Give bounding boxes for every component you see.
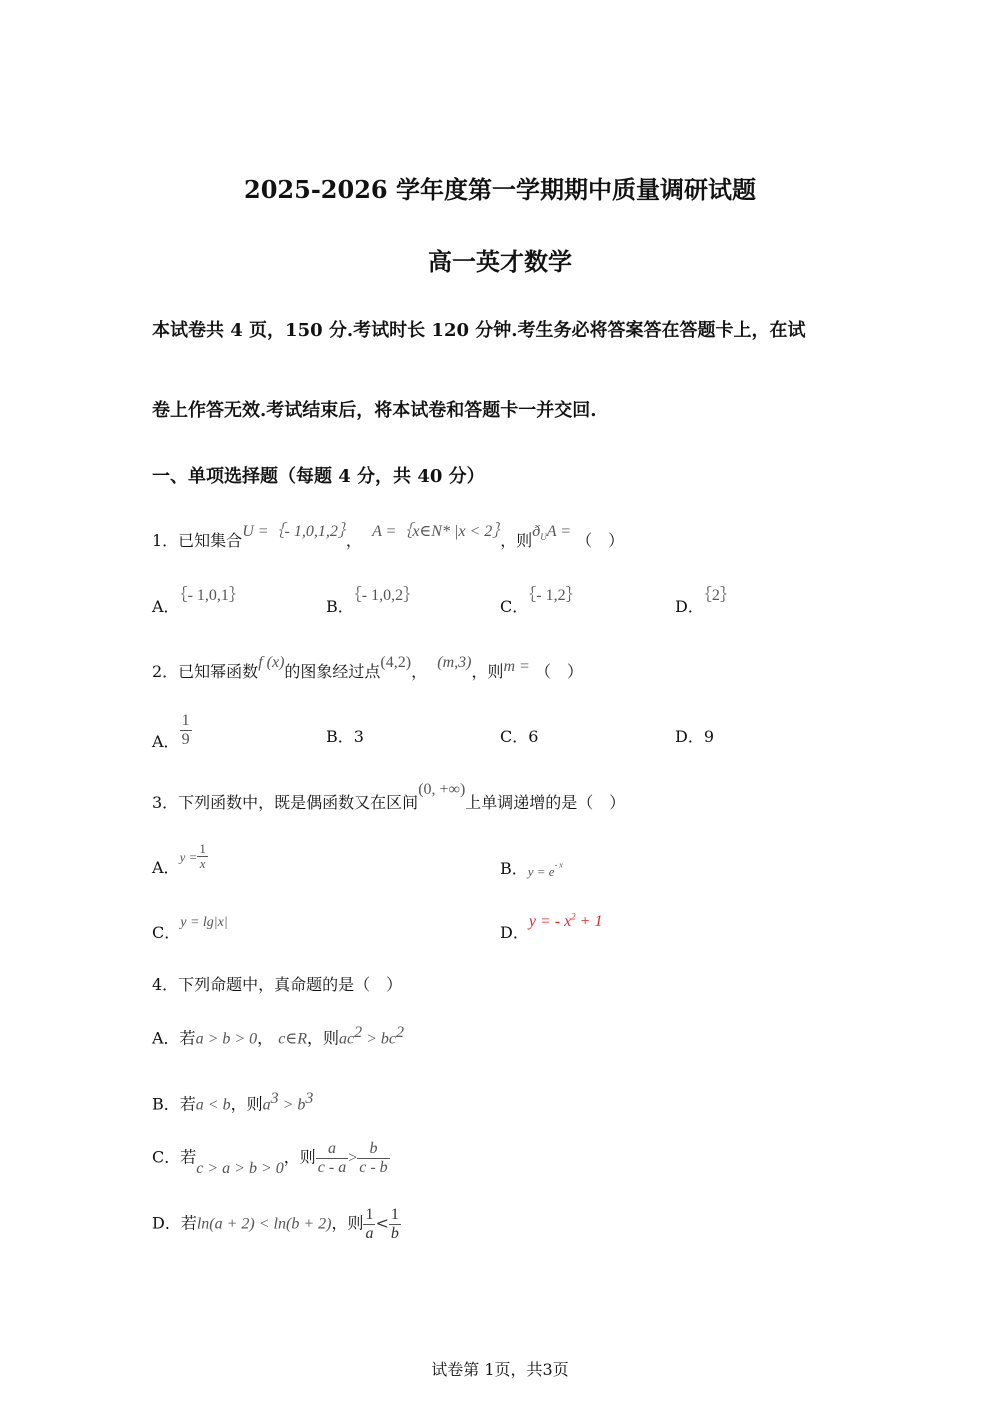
q4-option-b-cond: a < b	[195, 1096, 231, 1114]
q1-complement-tail: A =	[546, 523, 572, 540]
q2-sep: ，	[411, 662, 428, 681]
q4-option-a-then: ，则	[306, 1028, 339, 1048]
q2-option-d: D．9	[675, 727, 715, 746]
q1-option-d-value: ｛2｝	[703, 587, 736, 604]
q3-option-b-value: y = e	[527, 864, 555, 879]
q1-option-b-label: B．	[326, 597, 354, 616]
q4-option-d-num-2: 1	[390, 1206, 399, 1223]
q3-option-d-part-a: y = - x	[528, 913, 572, 930]
q1-paren: （ ）	[576, 531, 625, 550]
q1-sep2: ，则	[500, 531, 533, 550]
q4-option-c-gt: >	[348, 1149, 358, 1167]
q3-option-d-label: D．	[500, 923, 529, 942]
q1-option-b	[326, 587, 420, 617]
q3-option-d-sup: 2	[571, 911, 576, 922]
q4-option-a-label: A．若	[152, 1028, 196, 1048]
q2-option-a-denominator: 9	[181, 730, 190, 748]
q4-option-c-label: C．若	[152, 1147, 197, 1167]
q1-option-a-label: A．	[152, 597, 180, 616]
q2-paren: （ ）	[534, 662, 583, 681]
q4-option-a-result-a: ac	[339, 1030, 355, 1048]
q3-option-a-numerator: 1	[199, 841, 206, 856]
q4-option-c-then: ，则	[283, 1147, 316, 1167]
q3-tail: 上单调递增的是（ ）	[465, 793, 626, 812]
q1-sep1: ，	[345, 531, 362, 550]
q1-option-d-label: D．	[675, 597, 704, 616]
q2-option-a-label: A．	[152, 731, 180, 751]
q4-option-a-sep: ，	[257, 1028, 274, 1048]
q1-complement	[532, 523, 572, 543]
q1-complement-sub: U	[540, 532, 547, 543]
q4-option-d-then: ，则	[331, 1213, 364, 1233]
q4-option-b-sup-2: 3	[305, 1090, 314, 1107]
q4-option-c-num-2: b	[357, 1140, 389, 1159]
q3-option-c-label: C．	[152, 923, 181, 942]
q4-option-b-sup-1: 3	[270, 1090, 279, 1107]
q1-option-a-value: ｛- 1,0,1｝	[179, 587, 245, 604]
q2-point-2: (m,3)	[437, 654, 472, 671]
q4-option-b-then: ，则	[230, 1094, 263, 1114]
q3-option-d-part-b: + 1	[575, 913, 603, 930]
q4-option-d-lt: <	[375, 1213, 389, 1233]
question-1-stem	[152, 523, 625, 552]
q1-option-b-value: ｛- 1,0,2｝	[353, 587, 420, 604]
q4-option-a-sup-2: 2	[396, 1024, 405, 1041]
q1-option-c-label: C．	[500, 597, 529, 616]
q2-option-a-numerator: 1	[181, 712, 190, 729]
exam-subtitle: 高一英才数学	[428, 247, 572, 276]
q2-option-a-fraction	[180, 712, 192, 748]
q1-prefix: 1．已知集合	[152, 531, 243, 550]
q1-set-u: U =｛- 1,0,1,2｝	[242, 523, 346, 540]
q4-option-b-label: B．若	[152, 1094, 196, 1114]
q3-option-d-value	[529, 913, 603, 930]
q2-mid: 的图象经过点	[284, 662, 381, 681]
q4-option-d-frac-2	[389, 1206, 401, 1242]
q3-option-b-sup: - x	[554, 860, 563, 870]
q1-option-a	[152, 587, 245, 617]
q2-tail: ，则	[471, 662, 504, 681]
q4-option-c-num-1: a	[316, 1140, 348, 1159]
q3-option-a	[152, 841, 208, 878]
q2-var: m =	[503, 658, 530, 675]
q4-option-a-result-b: > bc	[362, 1030, 397, 1048]
q3-option-a-lhs: y =	[179, 849, 198, 865]
q3-prefix: 3．下列函数中，既是偶函数又在区间	[152, 793, 419, 812]
q4-option-d-den-1: a	[365, 1224, 374, 1242]
q1-complement-symbol: ð	[532, 523, 541, 540]
exam-title: 2025-2026 学年度第一学期期中质量调研试题	[244, 175, 756, 204]
q3-option-b	[500, 856, 563, 879]
q1-option-c	[500, 587, 582, 617]
q4-option-d-cond: ln(a + 2) < ln(b + 2)	[196, 1215, 332, 1233]
q3-option-a-denominator: x	[199, 856, 206, 872]
q4-option-a-cond2: c∈R	[278, 1030, 307, 1048]
q3-option-a-label: A．	[152, 858, 180, 878]
instructions-line-1: 本试卷共 4 页，150 分.考试时长 120 分钟.考生务必将答案答在答题卡上，在试	[152, 320, 806, 341]
instructions-line-2: 卷上作答无效.考试结束后，将本试卷和答题卡一并交回.	[152, 400, 597, 421]
q4-option-d-frac-1	[363, 1206, 375, 1242]
q4-option-c	[152, 1140, 390, 1176]
q4-option-c-frac-1	[316, 1140, 348, 1176]
q2-option-b: B．3	[326, 727, 364, 746]
q1-option-d	[675, 587, 736, 617]
q4-option-d-num-1: 1	[365, 1206, 374, 1223]
q2-function: f (x)	[258, 654, 285, 671]
q4-option-b-result-b: > b	[278, 1096, 306, 1114]
q2-point-1: (4,2)	[380, 654, 412, 671]
q4-option-d-den-2: b	[390, 1224, 399, 1242]
section-heading: 一、单项选择题（每题 4 分，共 40 分）	[152, 466, 485, 487]
q3-option-c-value: y = lg|x|	[180, 915, 228, 930]
q3-option-a-fraction	[197, 842, 208, 872]
q2-option-c: C．6	[500, 727, 539, 746]
q4-option-c-den-2: c - b	[359, 1158, 388, 1176]
q3-option-b-label: B．	[500, 859, 528, 878]
q1-option-c-value: ｛- 1,2｝	[528, 587, 582, 604]
q3-option-c	[152, 915, 228, 943]
q3-option-d	[500, 911, 603, 943]
question-2-stem	[152, 654, 583, 682]
q4-option-c-den-1: c - a	[317, 1158, 347, 1176]
q2-option-a	[152, 712, 192, 751]
q4-option-a	[152, 1024, 404, 1048]
page-footer: 试卷第 1页，共3页	[431, 1360, 569, 1379]
q4-option-d-label: D．若	[152, 1213, 197, 1233]
question-3-stem	[152, 781, 626, 813]
question-4-stem: 4．下列命题中，真命题的是（ ）	[152, 975, 403, 994]
q3-interval: (0, +∞)	[418, 781, 466, 798]
q1-set-a: A =｛x∈N* |x < 2｝	[372, 523, 501, 540]
q4-option-b-result-a: a	[262, 1096, 271, 1114]
q2-prefix: 2．已知幂函数	[152, 662, 259, 681]
q4-option-a-sup-1: 2	[354, 1024, 363, 1041]
q4-option-a-cond1: a > b > 0	[195, 1030, 258, 1048]
q4-option-d	[152, 1206, 401, 1242]
q4-option-c-cond: c > a > b > 0	[196, 1159, 284, 1177]
q4-option-b	[152, 1090, 313, 1114]
q4-option-c-frac-2	[357, 1140, 389, 1176]
